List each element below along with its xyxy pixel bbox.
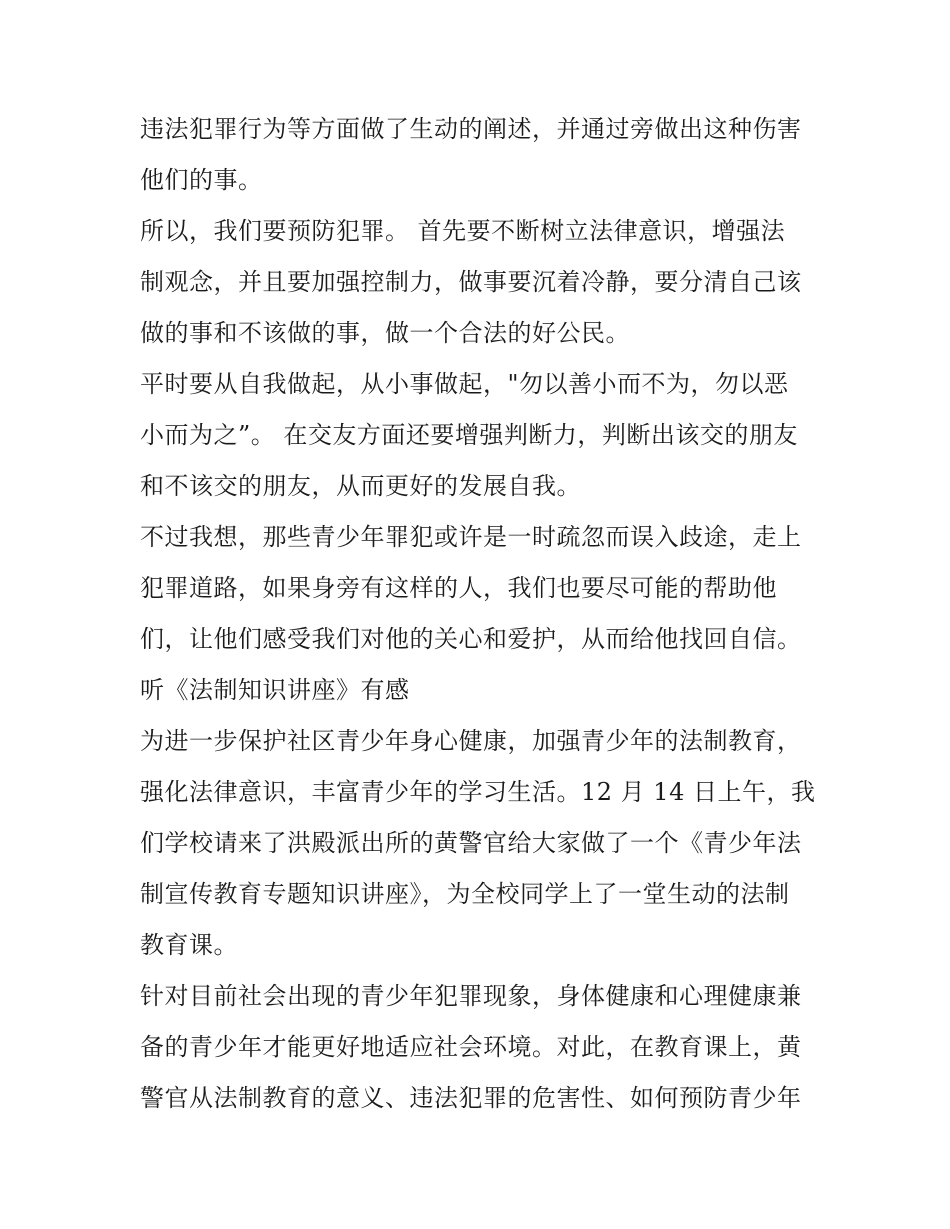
text-line: 教育课。 (140, 931, 238, 959)
text-line: 不过我想，那些青少年罪犯或许是一时疏忽而误入歧途，走上 (140, 523, 802, 551)
text-line: 平时要从自我做起，从小事做起，"勿以善小而不为，勿以恶 (140, 370, 789, 398)
text-line: 警官从法制教育的意义、违法犯罪的危害性、如何预防青少年 (140, 1084, 802, 1112)
document-body (140, 104, 830, 1124)
text-line: 针对目前社会出现的青少年犯罪现象，身体健康和心理健康兼 (140, 982, 802, 1010)
text-line: 违法犯罪行为等方面做了生动的阐述，并通过旁做出这种伤害 (140, 115, 802, 143)
text-line: 制观念，并且要加强控制力，做事要沉着冷静，要分清自己该 (140, 268, 802, 296)
text-line: 为进一步保护社区青少年身心健康，加强青少年的法制教育， (140, 727, 802, 755)
text-line: 做的事和不该做的事，做一个合法的好公民。 (140, 319, 630, 347)
text-line: 所以，我们要预防犯罪。 首先要不断树立法律意识，增强法 (140, 217, 786, 245)
text-line: 他们的事。 (140, 166, 263, 194)
text-line: 和不该交的朋友，从而更好的发展自我。 (140, 472, 581, 500)
text-line: 小而为之”。 在交友方面还要增强判断力，判断出该交的朋友 (140, 421, 798, 449)
text-line: 们，让他们感受我们对他的关心和爱护，从而给他找回自信。 (140, 625, 802, 653)
text-line: 制宣传教育专题知识讲座》，为全校同学上了一堂生动的法制 (140, 880, 790, 908)
section-title: 听《法制知识讲座》有感 (140, 676, 410, 704)
text-line: 强化法律意识，丰富青少年的学习生活。12 月 14 日上午，我 (140, 778, 816, 806)
text-line: 备的青少年才能更好地适应社会环境。对此，在教育课上，黄 (140, 1033, 802, 1061)
text-line: 们学校请来了洪殿派出所的黄警官给大家做了一个《青少年法 (140, 829, 802, 857)
text-line: 犯罪道路，如果身旁有这样的人，我们也要尽可能的帮助他 (140, 574, 777, 602)
